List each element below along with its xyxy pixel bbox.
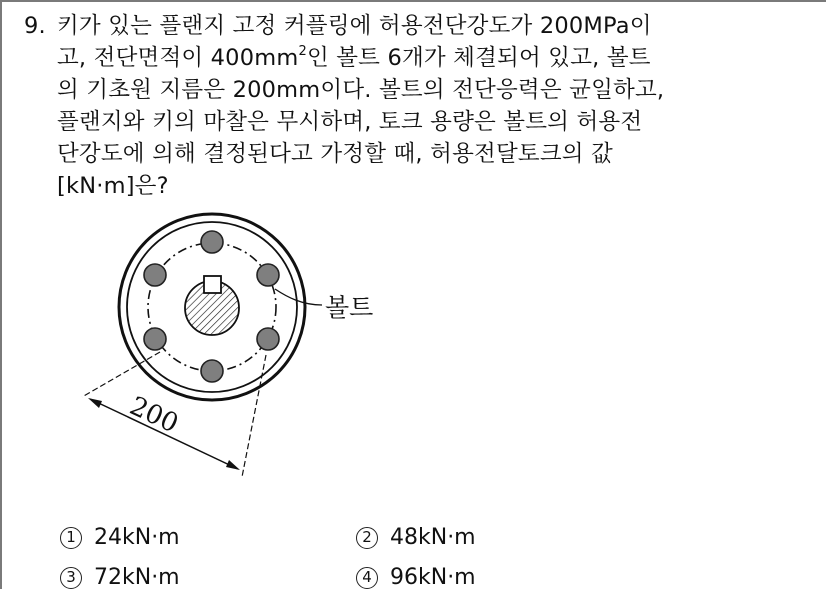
choice-text: 96kN·m: [390, 565, 476, 590]
question-line-2: 고, 전단면적이 $400mm^2$인 볼트 6개가 체결되어 있고, 볼트: [57, 43, 651, 71]
arrowhead: [88, 398, 102, 408]
bolt: [144, 328, 166, 350]
choice-number-1: 1: [60, 527, 82, 549]
question-line-4: 플랜지와 키의 마찰은 무시하며, 토크 용량은 볼트의 허용전: [57, 109, 643, 135]
bolt: [257, 264, 279, 286]
choice-text: 48kN·m: [390, 525, 476, 550]
bolt: [201, 360, 223, 382]
diameter-label: 200: [125, 391, 183, 440]
arrowhead: [226, 460, 240, 470]
key: [204, 276, 221, 293]
question-number: 9.: [24, 13, 46, 39]
coupling-figure: [62, 207, 422, 497]
choice-3[interactable]: [60, 556, 180, 600]
choice-1[interactable]: [60, 516, 180, 560]
question-line-5: 단강도에 의해 결정된다고 가정할 때, 허용전달토크의 값: [57, 141, 613, 167]
choice-text: 24kN·m: [94, 525, 180, 550]
choice-2[interactable]: [356, 516, 476, 560]
bolt-leader-line: [275, 289, 322, 305]
choice-text: 72kN·m: [94, 565, 180, 590]
flange-coupling-diagram: [62, 207, 422, 497]
extension-line: [242, 355, 266, 477]
choice-number-4: 4: [356, 567, 378, 589]
choice-number-3: 3: [60, 567, 82, 589]
question-text: [24, 10, 804, 202]
superscript: 2: [298, 43, 307, 59]
question-line-3: 의 기초원 지름은 200mm이다. 볼트의 전단응력은 균일하고,: [57, 77, 665, 103]
choice-number-2: 2: [356, 527, 378, 549]
question-line-6: [kN·m]은?: [57, 173, 169, 199]
choice-4[interactable]: [356, 556, 476, 600]
bolt: [257, 328, 279, 350]
bolt: [201, 231, 223, 253]
question-line-1: 9. 키가 있는 플랜지 고정 커플링에 허용전단강도가 200MPa이: [24, 10, 804, 42]
bolt-label: 볼트: [325, 293, 374, 322]
bolt: [144, 264, 166, 286]
